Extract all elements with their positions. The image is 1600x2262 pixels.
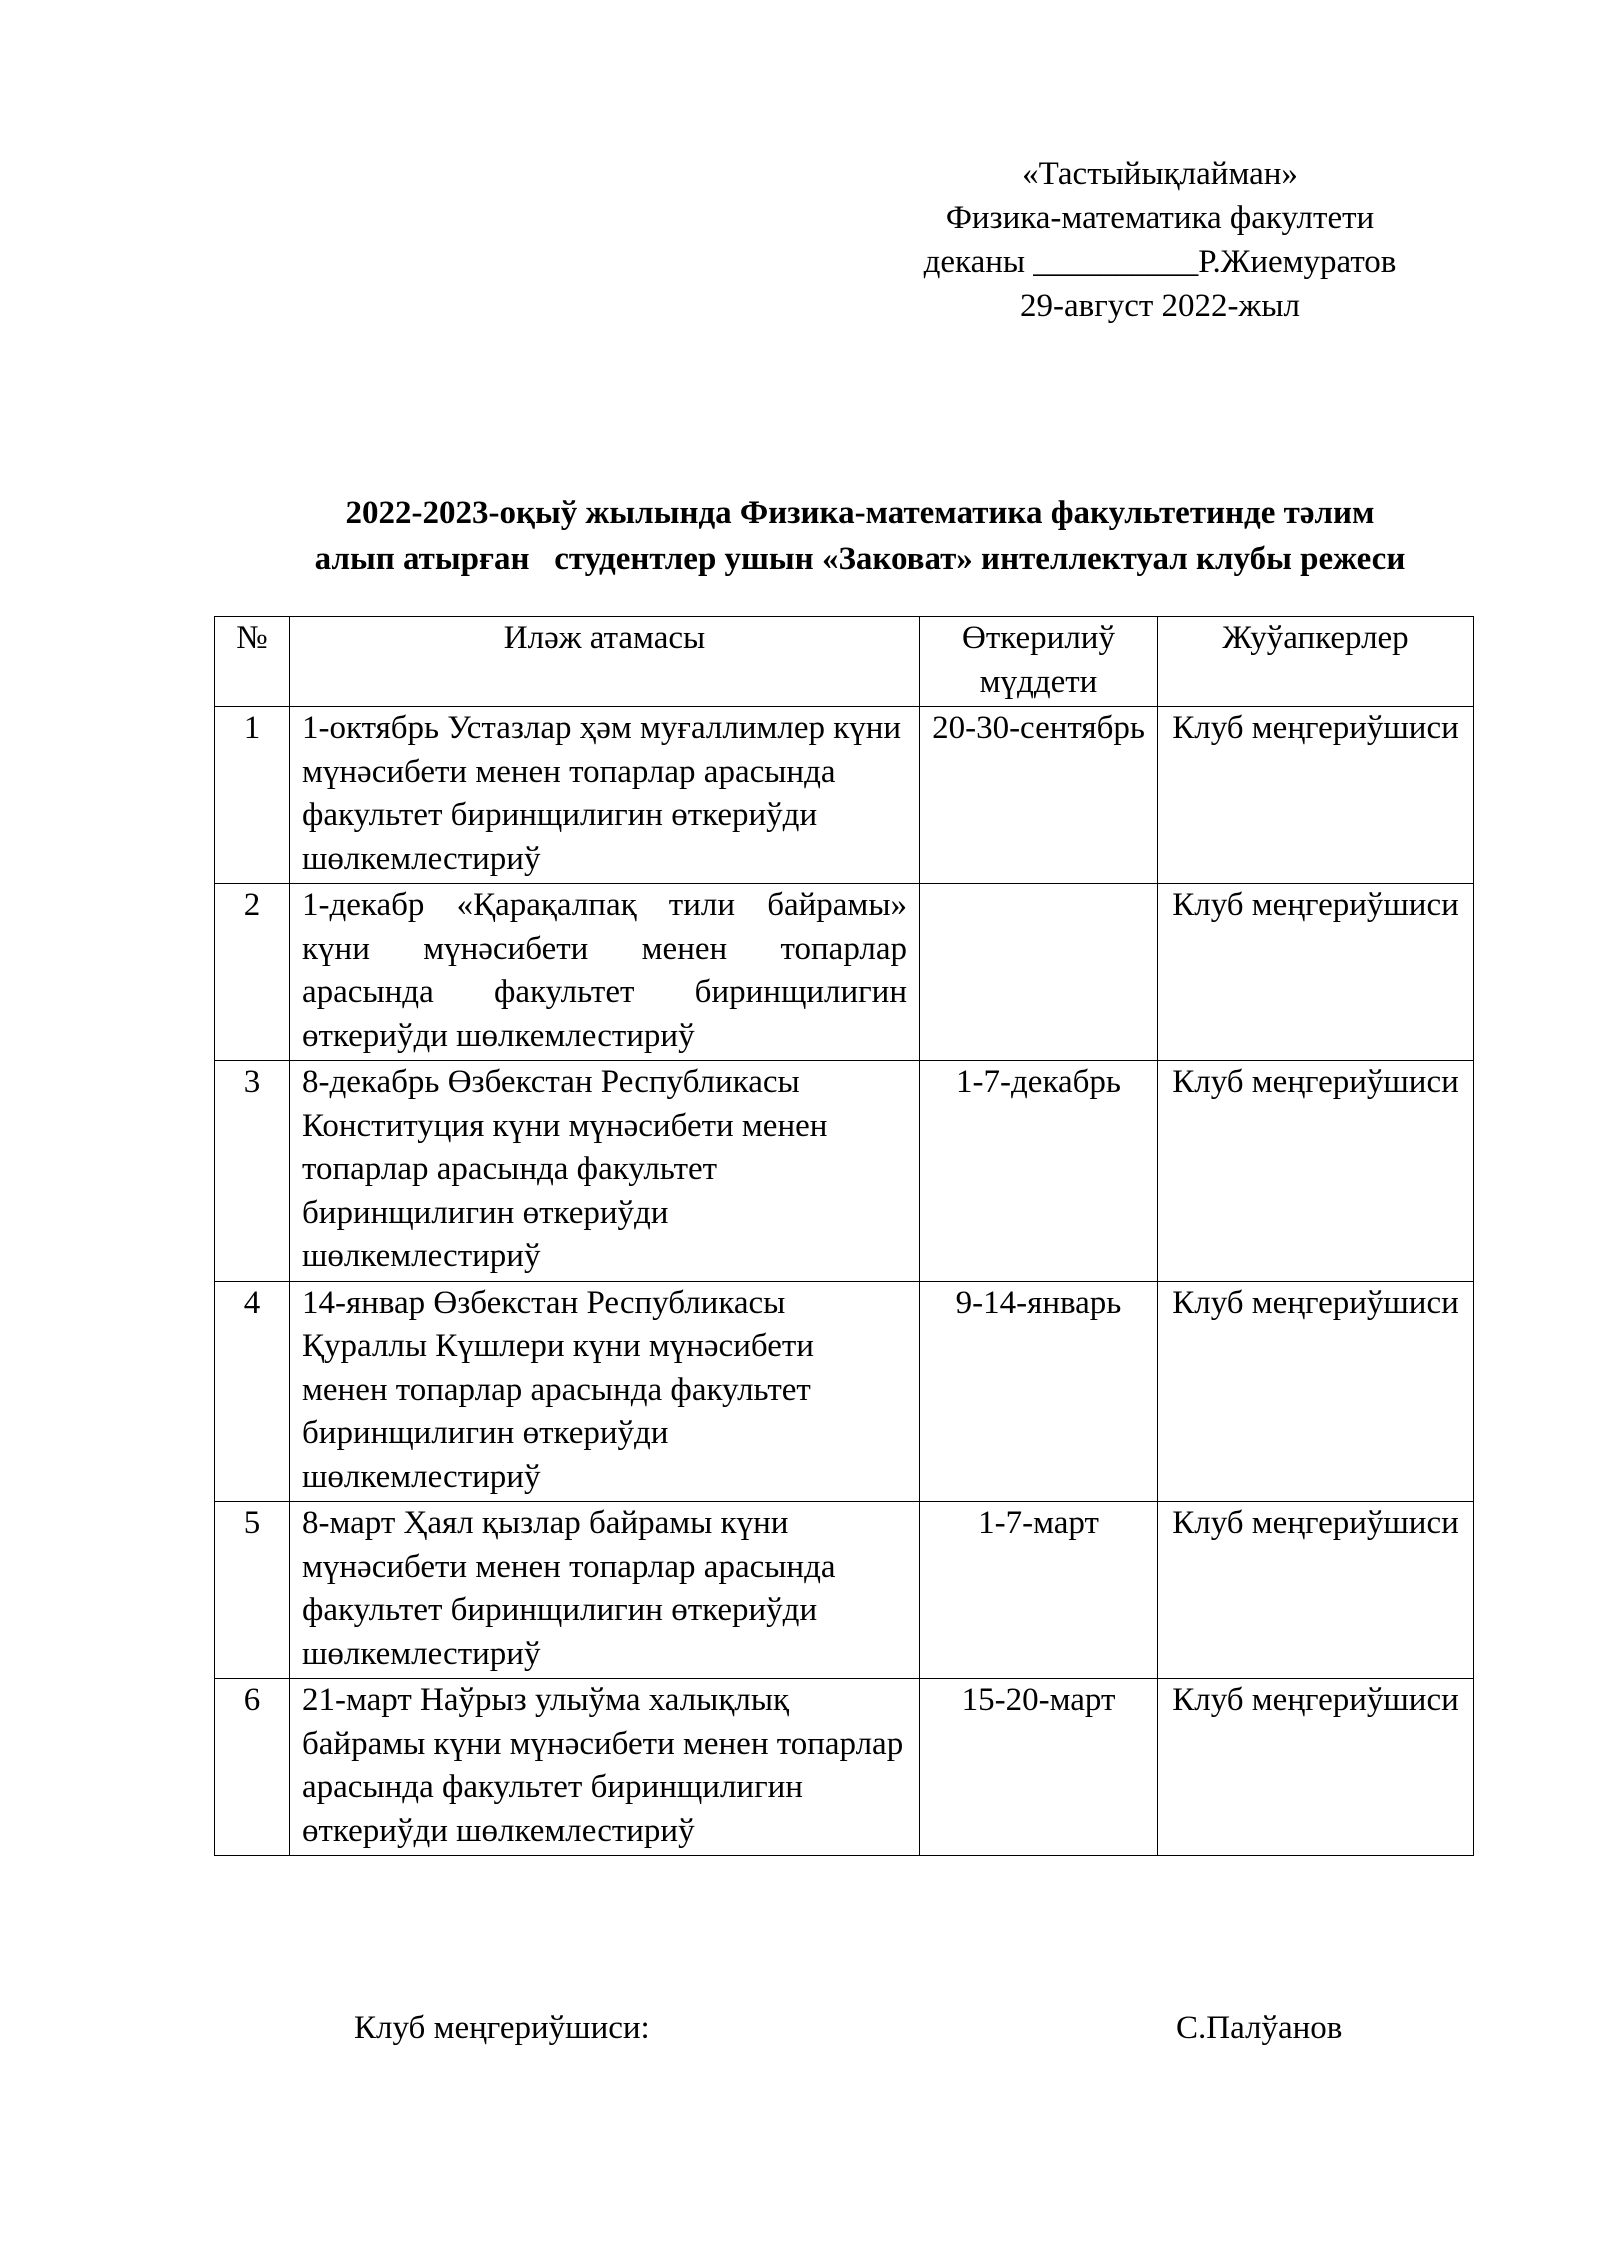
row-deadline: 15-20-март [920,1679,1158,1856]
table-row [215,707,1474,884]
approval-date: 29-август 2022-жыл [1019,288,1300,324]
plan-table [214,616,1474,1856]
row-number: 3 [215,1061,290,1282]
row-responsible: Клуб меңгериўшиси [1158,707,1474,884]
row-event: 8-март Ҳаял қызлар байрамы күни мүнәсибети менен топарлар арасында факультет биринщилигин өткериўди шөлкемлестириў [290,1502,920,1679]
header-responsible: Жуўапкерлер [1158,617,1474,707]
row-deadline: 9-14-январь [920,1281,1158,1502]
row-number: 6 [215,1679,290,1856]
row-deadline: 20-30-сентябрь [920,707,1158,884]
row-responsible: Клуб меңгериўшиси [1158,884,1474,1061]
header-number: № [215,617,290,707]
table-row [215,1061,1474,1282]
row-deadline: 1-7-декабрь [920,1061,1158,1282]
row-event: 14-январ Өзбекстан Республикасы Қураллы Күшлери күни мүнәсибети менен топарлар арасында факультет биринщилигин өткериўди шөлкемлестириў [290,1281,920,1502]
approval-dean: деканы __________Р.Жиемуратов [923,244,1397,280]
row-event: 8-декабрь Өзбекстан Республикасы Конституция күни мүнәсибети менен топарлар арасында факультет биринщилигин өткериўди шөлкемлестириў [290,1061,920,1282]
row-event: 21-март Наўрыз улыўма халықлық байрамы күни мүнәсибети менен топарлар арасында факультет биринщилигин өткериўди шөлкемлестириў [290,1679,920,1856]
footer-signatory-name: С.Палўанов [1176,2010,1343,2046]
table-row [215,1502,1474,1679]
document-title [200,490,1520,582]
table-header-row [215,617,1474,707]
header-deadline: Өткерилиў мүддети [920,617,1158,707]
approval-heading: «Тастыйықлайман» [1022,156,1298,192]
row-number: 2 [215,884,290,1061]
row-event: 1-декабр «Қарақалпақ тили байрамы» күни мүнәсибети менен топарлар арасында факультет биринщилигин өткериўди шөлкемлестириў [290,884,920,1061]
approval-faculty: Физика-математика факултети [945,200,1375,236]
table-row [215,884,1474,1061]
row-deadline: 1-7-март [920,1502,1158,1679]
row-responsible: Клуб меңгериўшиси [1158,1061,1474,1282]
table-row [215,1679,1474,1856]
row-responsible: Клуб меңгериўшиси [1158,1679,1474,1856]
row-responsible: Клуб меңгериўшиси [1158,1281,1474,1502]
header-event-name: Иләж атамасы [290,617,920,707]
title-line-1: 2022-2023-оқыў жылында Физика-математика факультетинде тәлим [345,495,1375,531]
row-number: 1 [215,707,290,884]
row-responsible: Клуб меңгериўшиси [1158,1502,1474,1679]
footer-role: Клуб меңгериўшиси: [354,2010,650,2046]
row-deadline [920,884,1158,1061]
table-row [215,1281,1474,1502]
row-number: 5 [215,1502,290,1679]
title-line-2: алып атырған студентлер ушын «Заковат» интеллектуал клубы режеси [314,541,1406,577]
approval-block [860,152,1460,328]
row-event: 1-октябрь Устазлар ҳәм муғаллимлер күни мүнәсибети менен топарлар арасында факультет биринщилигин өткериўди шөлкемлестириў [290,707,920,884]
row-number: 4 [215,1281,290,1502]
